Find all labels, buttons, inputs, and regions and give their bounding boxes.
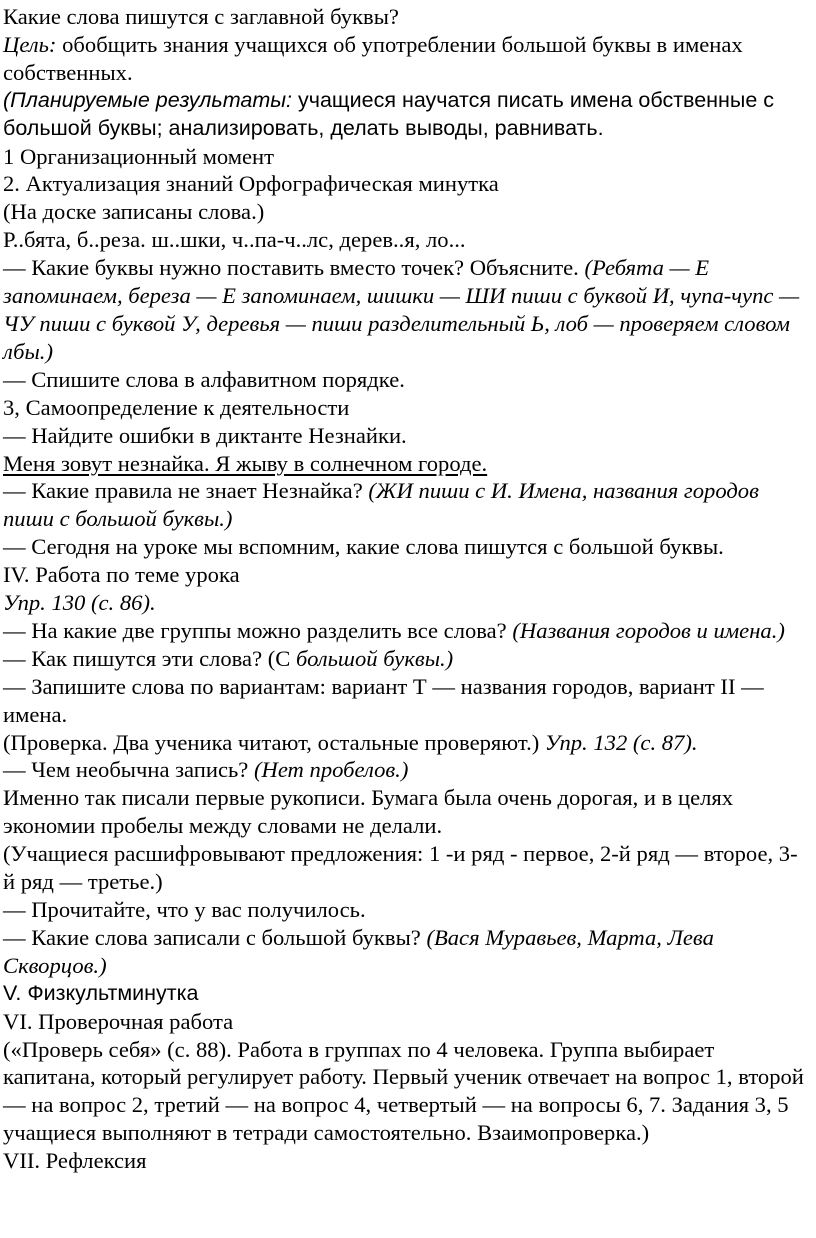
answer-text: (Вася Муравьев, Марта, Лева Скворцов.) [3,924,720,978]
check-paragraph [3,729,808,757]
answer-text: (Нет пробелов.) [253,757,409,783]
dictation-text [3,450,808,478]
section-heading: IV. Работа по теме урока [3,562,240,588]
paragraph: (На доске записаны слова.) [3,199,265,225]
paragraph: — Спишите слова в алфавитном порядке. [3,366,405,392]
exercise-reference: Упр. 132 (с. 87). [544,729,698,755]
question-paragraph [3,477,808,533]
exercise-reference: Упр. 130 (с. 86). [3,590,156,616]
goal-text: обобщить знания учащихся об употреблении большой буквы в именах собственных. [3,31,749,85]
goal-label: Цель: [3,31,57,57]
question-paragraph [3,756,808,784]
lesson-goal [3,31,808,87]
answer-text: большой буквы.) [296,645,454,671]
paragraph: (Учащиеся расшифровывают предложения: 1 -и ряд - первое, 2-й ряд — второе, 3-й ряд — третье.) [3,841,798,895]
answer-text: (Названия городов и имена.) [512,617,785,643]
planned-results-text: учащиеся научатся писать имена обственные с большой буквы; анализировать, делать выводы, равнивать. [3,87,781,140]
paragraph: — Найдите ошибки в диктанте Незнайки. [3,422,407,448]
section-heading: V. Физкультминутка [3,980,199,1005]
paragraph: — Сегодня на уроке мы вспомним, какие слова пишутся с большой буквы. [3,534,724,560]
section-heading: 3, Самоопределение к деятельности [3,394,350,420]
paragraph: («Проверь себя» (с. 88). Работа в группах по 4 человека. Группа выбирает капитана, который регулирует работу. Первый ученик отвечает на вопрос 1, второй — на вопрос 2, третий — на вопрос 4, четвертый — на вопросы 6, 7. Задания 3, 5 учащиеся выполняют в тетради самостоятельно. Взаимопроверка.) [3,1036,810,1146]
answer-text: (Ребята — Е запоминаем, береза — Е запоминаем, шишки — ШИ пиши с буквой И, чупа-чупс — ЧУ пиши с буквой У, деревья — пиши разделительный Ь, лоб — проверяем словом лбы.) [3,255,805,364]
planned-results [3,87,808,143]
paragraph: Р..бята, б..реза. ш..шки, ч..па-ч..лс, дерев..я, ло... [3,227,466,253]
question-text: — Как пишутся эти слова? (С [3,645,296,671]
question-paragraph [3,645,808,673]
lesson-title: Какие слова пишутся с заглавной буквы? [3,4,399,29]
question-text: — Какие слова записали с большой буквы? [3,924,427,950]
paragraph: — Прочитайте, что у вас получилось. [3,897,366,922]
question-text: — Какие буквы нужно поставить вместо точек? Объясните. [3,255,585,281]
paragraph: Именно так писали первые рукописи. Бумага была очень дорогая, и в целях экономии пробелы между словами не делали. [3,785,739,839]
underlined-dictation: Меня зовут незнайка. Я жыву в солнечном городе. [3,450,488,476]
question-paragraph [3,617,808,645]
answer-text: (ЖИ пиши с И. Имена, названия городов пиши с большой буквы.) [3,478,765,532]
check-text: (Проверка. Два ученика читают, остальные проверяют.) [3,729,545,755]
question-text: — На какие две группы можно разделить все слова? [3,617,513,643]
section-heading: VII. Рефлексия [3,1148,147,1174]
question-paragraph [3,924,808,980]
section-heading: 1 Организационный момент [3,143,275,169]
paragraph: — Запишите слова по вариантам: вариант Т — названия городов, вариант II — имена. [3,673,770,727]
question-text: — Какие правила не знает Незнайка? [3,478,369,504]
section-heading: 2. Актуализация знаний Орфографическая минутка [3,171,499,197]
question-text: — Чем необычна запись? [3,757,254,783]
question-paragraph [3,254,808,366]
section-heading: VI. Проверочная работа [3,1008,234,1034]
planned-results-label: (Планируемые результаты: [3,87,293,112]
